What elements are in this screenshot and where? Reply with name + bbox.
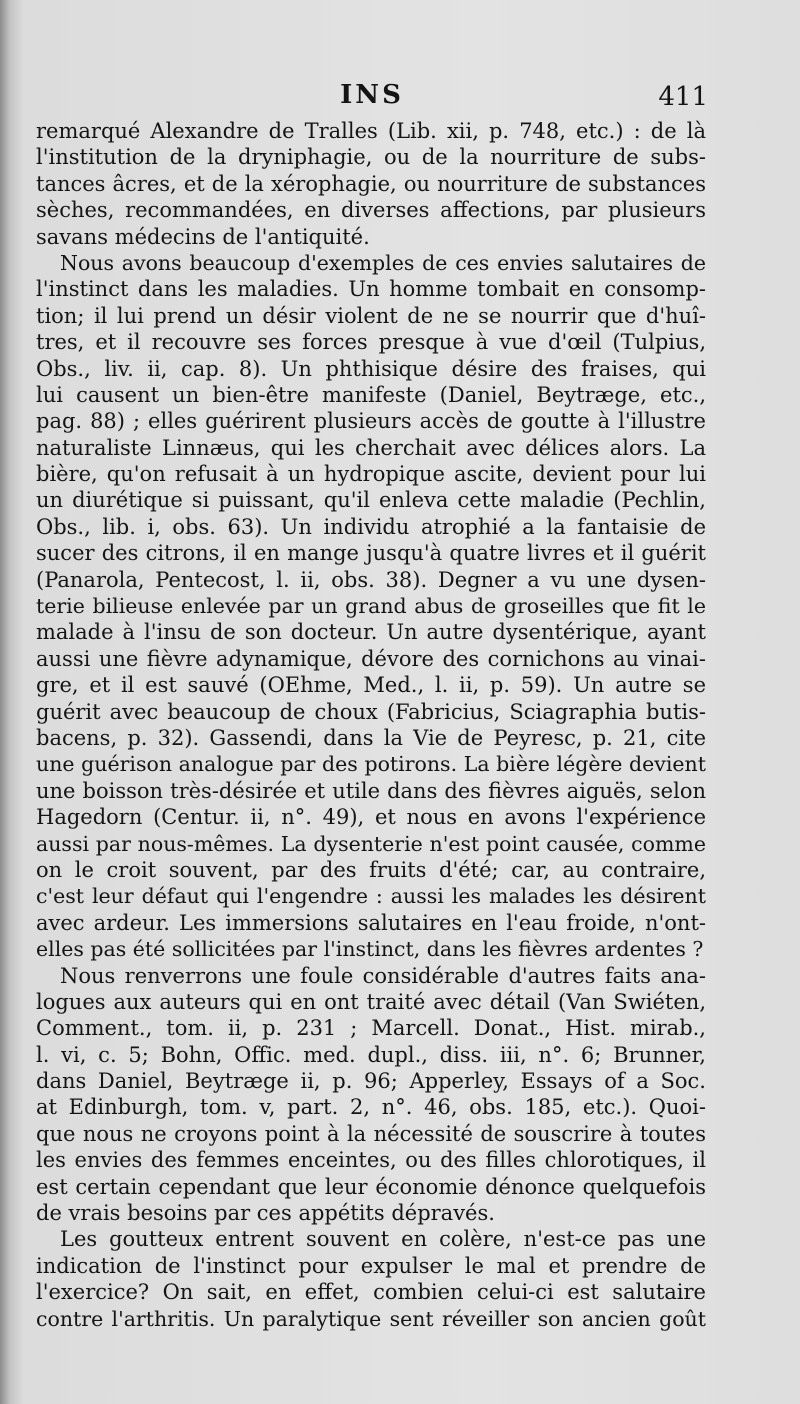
text-line: un diurétique si puissant, qu'il enleva cette maladie (Pechlin, (36, 488, 706, 513)
text-line: guérit avec beaucoup de choux (Fabricius, Sciagraphia butis- (36, 699, 706, 724)
text-line: les envies des femmes enceintes, ou des filles chlorotiques, il (36, 1148, 706, 1173)
text-line: lui causent un bien-être manifeste (Daniel, Beytræge, etc., (36, 382, 706, 407)
text-line: Obs., lib. i, obs. 63). Un individu atrophié a la fantaisie de (36, 514, 706, 539)
text-line: de vrais besoins par ces appétits dépravés. (36, 1201, 495, 1226)
text-line: l'institution de la dryniphagie, ou de la nourriture de subs- (36, 145, 706, 170)
text-line: avec ardeur. Les immersions salutaires en l'eau froide, n'ont- (36, 910, 706, 935)
text-line: tances âcres, et de la xérophagie, ou nourriture de substances (36, 171, 706, 196)
text-line: naturaliste Linnæus, qui les cherchait avec délices alors. La (36, 435, 706, 460)
running-head: INS (340, 80, 404, 110)
page-number: 411 (658, 82, 708, 112)
text-line: malade à l'insu de son docteur. Un autre dysentérique, ayant (36, 620, 706, 645)
text-line: tion; il lui prend un désir violent de ne se nourrir que d'huî- (36, 303, 706, 328)
text-line: (Panarola, Pentecost, l. ii, obs. 38). Degner a vu une dysen- (36, 567, 706, 592)
text-line: une guérison analogue par des potirons. La bière légère devient (36, 752, 706, 777)
text-line: on le croit souvent, par des fruits d'été; car, au contraire, (36, 857, 706, 882)
text-line: gre, et il est sauvé (OEhme, Med., l. ii, p. 59). Un autre se (36, 673, 706, 698)
text-line: bière, qu'on refusait à un hydropique ascite, devient pour lui (36, 462, 706, 487)
page-header (36, 80, 708, 114)
text-line: remarqué Alexandre de Tralles (Lib. xii, p. 748, etc.) : de là (36, 119, 706, 143)
text-line: at Edinburgh, tom. v, part. 2, n°. 46, obs. 185, etc.). Quoi- (36, 1095, 706, 1120)
text-line: Les goutteux entrent souvent en colère, n'est-ce pas une (60, 1227, 706, 1252)
text-line: Nous renverrons une foule considérable d'autres faits ana- (60, 963, 706, 988)
text-line: logues aux auteurs qui en ont traité avec détail (Van Swiéten, (36, 989, 706, 1014)
text-line: Comment., tom. ii, p. 231 ; Marcell. Donat., Hist. mirab., (36, 1016, 706, 1041)
text-line: elles pas été sollicitées par l'instinct, dans les fièvres ardentes ? (36, 937, 704, 962)
text-line: dans Daniel, Beytræge ii, p. 96; Apperley, Essays of a Soc. (36, 1069, 706, 1094)
text-line: l'exercice? On sait, en effet, combien celui-ci est salutaire (36, 1280, 706, 1305)
text-line: sucer des citrons, il en mange jusqu'à quatre livres et il guérit (36, 541, 706, 566)
text-line: indication de l'instinct pour expulser le mal et prendre de (36, 1253, 706, 1278)
text-line: est certain cependant que leur économie dénonce quelquefois (36, 1174, 706, 1199)
text-line: savans médecins de l'antiquité. (36, 224, 370, 249)
text-line: Obs., liv. ii, cap. 8). Un phthisique désire des fraises, qui (36, 356, 706, 381)
text-line: Nous avons beaucoup d'exemples de ces envies salutaires de (60, 250, 706, 275)
text-line: une boisson très-désirée et utile dans des fièvres aiguës, selon (36, 778, 706, 803)
text-line: Hagedorn (Centur. ii, n°. 49), et nous en avons l'expérience (36, 805, 706, 830)
text-line: l. vi, c. 5; Bohn, Offic. med. dupl., diss. iii, n°. 6; Brunner, (36, 1042, 706, 1067)
text-line: aussi une fièvre adynamique, dévore des cornichons au vinai- (36, 646, 706, 671)
text-line: tres, et il recouvre ses forces presque à vue d'œil (Tulpius, (36, 330, 706, 355)
text-line: terie bilieuse enlevée par un grand abus de groseilles que fit le (36, 594, 706, 619)
text-line: que nous ne croyons point à la nécessité de souscrire à toutes (36, 1121, 706, 1146)
text-line: contre l'arthritis. Un paralytique sent réveiller son ancien goût (36, 1306, 706, 1331)
text-line: pag. 88) ; elles guérirent plusieurs accès de goutte à l'illustre (36, 409, 706, 434)
text-line: c'est leur défaut qui l'engendre : aussi les malades les désirent (36, 884, 706, 909)
text-line: bacens, p. 32). Gassendi, dans la Vie de Peyresc, p. 21, cite (36, 725, 706, 750)
text-line: aussi par nous-mêmes. La dysenterie n'est point causée, comme (36, 831, 706, 856)
text-line: sèches, recommandées, en diverses affections, par plusieurs (36, 198, 706, 223)
body-text (36, 118, 706, 1332)
text-line: l'instinct dans les maladies. Un homme tombait en consomp- (36, 277, 706, 302)
